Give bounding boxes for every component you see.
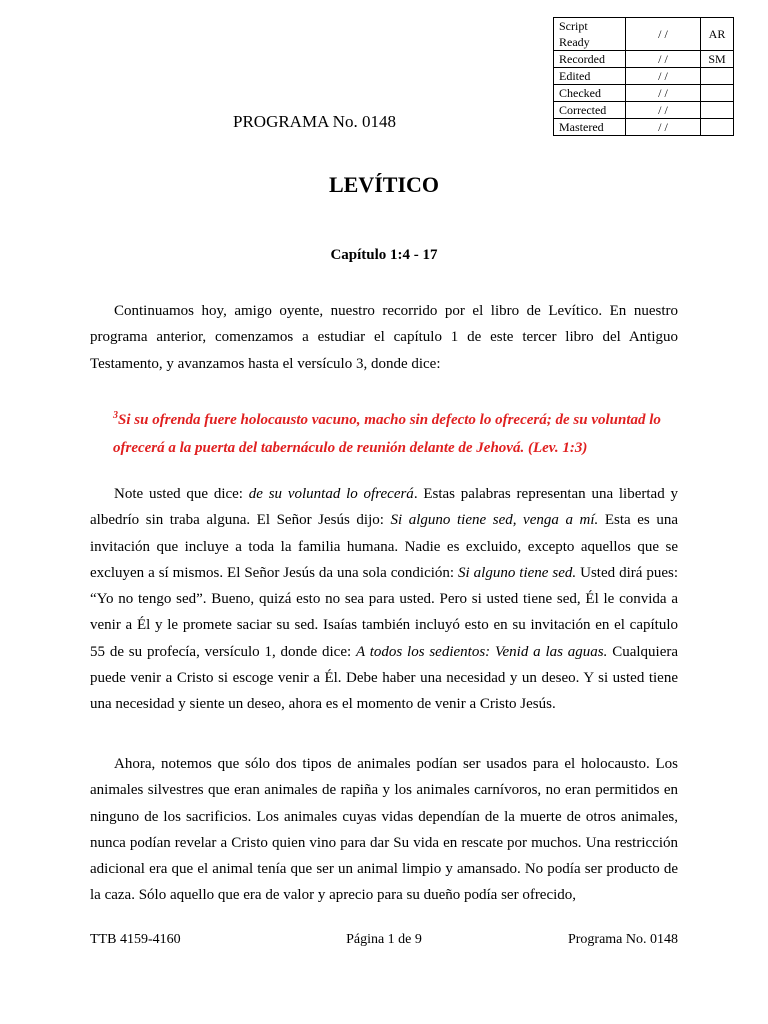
italic-citation: de su voluntad lo ofrecerá xyxy=(248,486,414,502)
status-initials xyxy=(701,68,734,85)
status-table-body xyxy=(554,18,734,136)
status-label: Checked xyxy=(554,85,626,102)
italic-citation: Si alguno tiene sed, venga a mí. xyxy=(390,512,599,529)
status-label: Edited xyxy=(554,68,626,85)
paragraph-animals-text: Ahora, notemos que sólo dos tipos de animales podían ser usados para el holocausto. Los animales silvestres que eran animales de rapiña y los animales carnívoros, no eran permitidos en ninguno de los sacrificios. Los animales cuyas vidas dependían de la muerte de otros animales, nunca podían revelar a Cristo quien vino para dar Su vida en rescate por muchos. Una restricción adicional era que el animal tenía que ser un animal limpio y amansado. No podía ser producto de la caza. Sólo aquello que era de valor y aprecio para su dueño podía ser ofrecido, xyxy=(90,756,678,904)
status-date: / / xyxy=(626,85,701,102)
program-number: PROGRAMA No. 0148 xyxy=(233,112,396,131)
paragraph-note-text: . Estas palabras representan una libertad y albedrío sin traba alguna. El Señor Jesús dijo: xyxy=(90,486,678,529)
chapter-heading: Capítulo 1:4 - 17 xyxy=(330,247,438,263)
scripture-quote xyxy=(113,402,678,462)
status-row xyxy=(554,102,734,119)
status-date: / / xyxy=(626,68,701,85)
status-row xyxy=(554,51,734,68)
status-table xyxy=(553,17,734,136)
paragraph-intro-text: Continuamos hoy, amigo oyente, nuestro recorrido por el libro de Levítico. En nuestro programa anterior, comenzamos a estudiar el capítulo 1 de este tercer libro del Antiguo Testamento, y avanzamos hasta el versículo 3, donde dice: xyxy=(90,303,678,372)
status-label: Corrected xyxy=(554,102,626,119)
status-row xyxy=(554,68,734,85)
status-date: / / xyxy=(626,119,701,136)
paragraph-intro xyxy=(90,298,678,377)
verse-number: 3 xyxy=(113,410,118,421)
paragraph-note xyxy=(90,481,678,718)
book-title: LEVÍTICO xyxy=(328,172,440,197)
status-date: / / xyxy=(626,18,701,51)
footer-code: TTB 4159-4160 xyxy=(90,932,181,947)
footer-page-number: Página 1 de 9 xyxy=(346,932,422,947)
status-initials: AR xyxy=(701,18,734,51)
status-initials xyxy=(701,102,734,119)
paragraph-animals xyxy=(90,751,678,909)
status-date: / / xyxy=(626,51,701,68)
status-label: Script Ready xyxy=(554,18,626,51)
status-date: / / xyxy=(626,102,701,119)
paragraph-note-text: Esta es una invitación que incluye a toda la familia humana. Nadie es excluido, excepto aquellos que se excluyen a sí mismos. El Señor Jesús da una sola condición: xyxy=(90,512,678,581)
status-row xyxy=(554,18,734,51)
italic-citation: Si alguno tiene sed. xyxy=(458,564,577,581)
status-row xyxy=(554,119,734,136)
footer-program: Programa No. 0148 xyxy=(567,932,678,947)
paragraph-note-text: Note usted que dice: xyxy=(114,486,249,502)
paragraph-note-text: Usted dirá pues: “Yo no tengo sed”. Bueno, quizá esto no sea para usted. Pero si usted tiene sed, Él le convida a venir a Él y le promete saciar su sed. Isaías también incluyó esto en su invitación en el capítulo 55 de su profecía, versículo 1, donde dice: xyxy=(90,564,679,660)
italic-citation: A todos los sedientos: Venid a las aguas. xyxy=(355,643,608,660)
status-initials: SM xyxy=(701,51,734,68)
scripture-quote-text: Si su ofrenda fuere holocausto vacuno, macho sin defecto lo ofrecerá; de su voluntad lo ofrecerá a la puerta del tabernáculo de reunión delante de Jehová. (Lev. 1:3) xyxy=(113,412,661,456)
status-label: Recorded xyxy=(554,51,626,68)
status-row xyxy=(554,85,734,102)
status-initials xyxy=(701,85,734,102)
status-initials xyxy=(701,119,734,136)
status-label: Mastered xyxy=(554,119,626,136)
paragraph-note-text: Cualquiera puede venir a Cristo si escoge venir a Él. Debe haber una necesidad y un deseo. Y si usted tiene una necesidad y siente un deseo, ahora es el momento de venir a Cristo Jesús. xyxy=(90,643,679,713)
